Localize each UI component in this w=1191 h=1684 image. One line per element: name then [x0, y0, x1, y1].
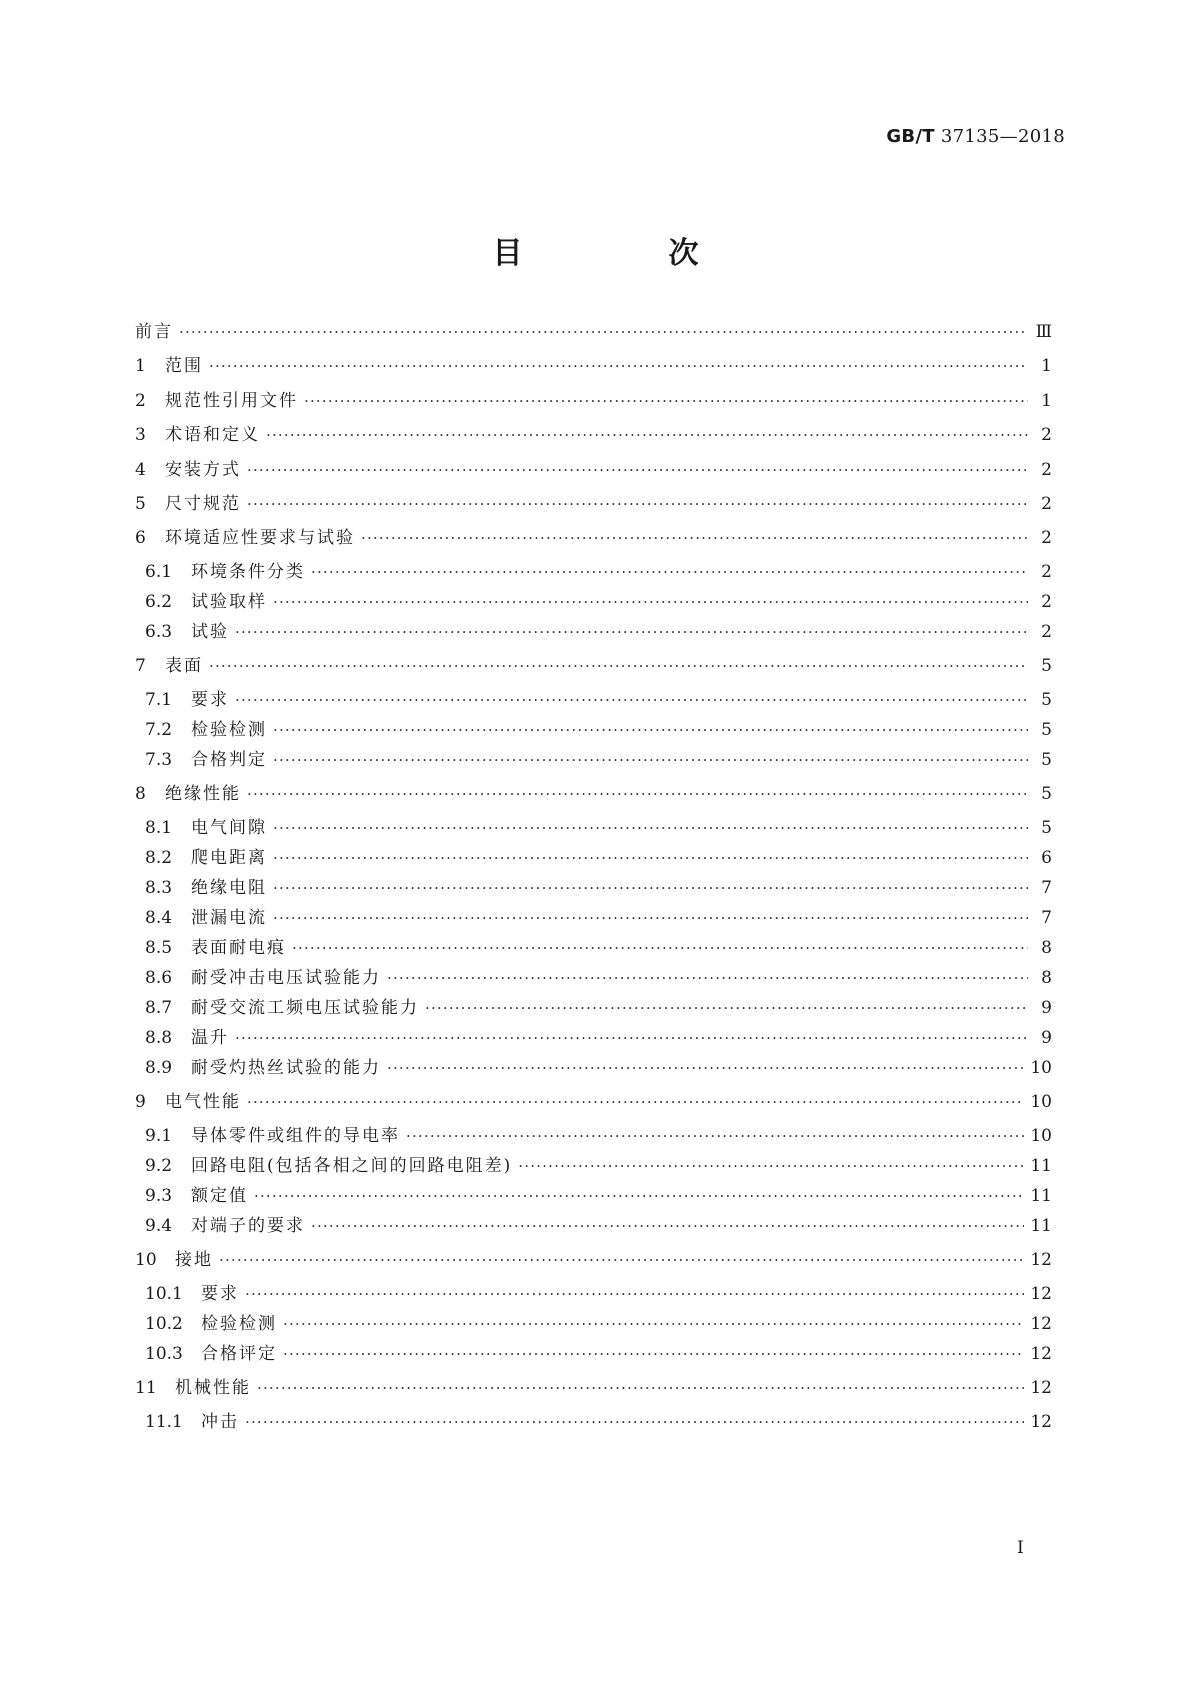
toc-entry-page: 12 — [1030, 1314, 1052, 1334]
toc-entry[interactable] — [135, 1091, 1052, 1113]
dot-leader — [292, 937, 1028, 959]
toc-entry[interactable] — [135, 1283, 1052, 1305]
dot-leader — [387, 1057, 1024, 1079]
toc-entry-number: 7 — [135, 656, 146, 676]
toc-entry[interactable] — [135, 689, 1052, 711]
toc-entry-number: 8.2 — [145, 848, 173, 868]
dot-leader — [311, 1215, 1024, 1237]
dot-leader — [273, 847, 1028, 869]
toc-entry-page: 12 — [1030, 1344, 1052, 1364]
toc-entry[interactable] — [135, 621, 1052, 643]
toc-entry-page: 2 — [1041, 562, 1052, 582]
toc-entry[interactable] — [135, 355, 1052, 377]
page-number: I — [1017, 1538, 1024, 1558]
toc-entry-label: 合格判定 — [191, 750, 267, 770]
toc-entry-number: 9.4 — [145, 1216, 173, 1236]
toc-entry[interactable] — [135, 493, 1052, 515]
dot-leader — [245, 1411, 1024, 1433]
toc-entry[interactable] — [135, 1377, 1052, 1399]
toc-entry-label: 电气间隙 — [191, 818, 267, 838]
toc-entry-number: 7.1 — [145, 690, 173, 710]
toc-entry-page: 2 — [1041, 425, 1052, 445]
toc-entry[interactable] — [135, 877, 1052, 899]
dot-leader — [247, 459, 1028, 481]
toc-entry[interactable] — [135, 1057, 1052, 1079]
toc-entry-page: 5 — [1041, 818, 1052, 838]
toc-entry-number: 5 — [135, 494, 146, 514]
toc-entry-page: 11 — [1030, 1186, 1052, 1206]
toc-entry-label: 绝缘性能 — [165, 784, 241, 804]
toc-entry-page: 8 — [1041, 938, 1052, 958]
toc-entry-label: 机械性能 — [175, 1378, 251, 1398]
toc-entry[interactable] — [135, 1125, 1052, 1147]
toc-entry-label: 合格评定 — [201, 1344, 277, 1364]
toc-entry-number: 11 — [135, 1378, 157, 1398]
toc-entry[interactable] — [135, 321, 1052, 343]
toc-entry-label: 温升 — [191, 1028, 229, 1048]
toc-entry[interactable] — [135, 847, 1052, 869]
toc-entry[interactable] — [135, 1411, 1052, 1433]
toc-entry-label: 环境适应性要求与试验 — [165, 528, 355, 548]
toc-entry-label: 要求 — [191, 690, 229, 710]
toc-entry-page: 5 — [1041, 656, 1052, 676]
toc-entry-label: 检验检测 — [191, 720, 267, 740]
toc-entry-page: 5 — [1041, 690, 1052, 710]
standard-prefix: GB/T — [886, 126, 935, 147]
toc-entry-page: 8 — [1041, 968, 1052, 988]
dot-leader — [304, 390, 1028, 412]
dot-leader — [247, 493, 1028, 515]
toc-entry-label: 安装方式 — [165, 460, 241, 480]
toc-entry-number: 6 — [135, 528, 146, 548]
dot-leader — [235, 689, 1028, 711]
toc-entry[interactable] — [135, 527, 1052, 549]
toc-entry-page: 12 — [1030, 1412, 1052, 1432]
dot-leader — [254, 1185, 1024, 1207]
toc-entry-number: 8.1 — [145, 818, 173, 838]
toc-entry[interactable] — [135, 1027, 1052, 1049]
toc-entry-number: 8.4 — [145, 908, 173, 928]
toc-entry-label: 绝缘电阻 — [191, 878, 267, 898]
toc-entry-number: 8.6 — [145, 968, 173, 988]
toc-entry[interactable] — [135, 749, 1052, 771]
toc-entry-page: 12 — [1030, 1378, 1052, 1398]
toc-entry-label: 要求 — [201, 1284, 239, 1304]
toc-entry-number: 10.3 — [145, 1344, 183, 1364]
toc-entry-label: 检验检测 — [201, 1314, 277, 1334]
toc-entry-number: 3 — [135, 425, 146, 445]
dot-leader — [311, 561, 1028, 583]
toc-entry[interactable] — [135, 719, 1052, 741]
dot-leader — [235, 621, 1028, 643]
toc-entry-label: 术语和定义 — [165, 425, 260, 445]
toc-entry-page: 9 — [1041, 1028, 1052, 1048]
toc-entry-page: 2 — [1041, 592, 1052, 612]
toc-entry-page: 2 — [1041, 622, 1052, 642]
toc-entry[interactable] — [135, 907, 1052, 929]
toc-entry-number: 8 — [135, 784, 146, 804]
toc-entry[interactable] — [135, 561, 1052, 583]
toc-entry[interactable] — [135, 783, 1052, 805]
dot-leader — [273, 877, 1028, 899]
toc-entry-label: 耐受灼热丝试验的能力 — [191, 1058, 381, 1078]
toc-entry-label: 范围 — [165, 356, 203, 376]
toc-entry-number: 10.1 — [145, 1284, 183, 1304]
toc-entry-label: 对端子的要求 — [191, 1216, 305, 1236]
toc-entry-label: 泄漏电流 — [191, 908, 267, 928]
toc-entry[interactable] — [135, 591, 1052, 613]
dot-leader — [518, 1155, 1024, 1177]
dot-leader — [245, 1283, 1024, 1305]
dot-leader — [235, 1027, 1028, 1049]
toc-entry-page: Ⅲ — [1035, 322, 1052, 342]
toc-entry[interactable] — [135, 424, 1052, 446]
toc-entry-page: 5 — [1041, 720, 1052, 740]
toc-entry-page: 2 — [1041, 460, 1052, 480]
dot-leader — [247, 783, 1028, 805]
toc-entry-page: 2 — [1041, 494, 1052, 514]
dot-leader — [257, 1377, 1024, 1399]
toc-entry-number: 8.5 — [145, 938, 173, 958]
toc-entry-number: 8.9 — [145, 1058, 173, 1078]
toc-entry-page: 1 — [1041, 356, 1052, 376]
toc-entry[interactable] — [135, 967, 1052, 989]
toc-entry-number: 2 — [135, 391, 146, 411]
toc-entry-label: 表面 — [165, 656, 203, 676]
toc-entry-number: 11.1 — [145, 1412, 183, 1432]
toc-entry-page: 5 — [1041, 750, 1052, 770]
toc-entry[interactable] — [135, 1215, 1052, 1237]
page-title: 目 次 — [492, 236, 757, 271]
toc-entry-page: 12 — [1030, 1250, 1052, 1270]
toc-entry-number: 1 — [135, 356, 146, 376]
toc-entry[interactable] — [135, 1343, 1052, 1365]
toc-entry[interactable] — [135, 1155, 1052, 1177]
toc-entry-number: 8.3 — [145, 878, 173, 898]
dot-leader — [283, 1313, 1024, 1335]
toc-entry-label: 接地 — [175, 1250, 213, 1270]
toc-entry[interactable] — [135, 1185, 1052, 1207]
toc-entry-label: 前言 — [135, 322, 173, 342]
dot-leader — [273, 907, 1028, 929]
toc-entry-number: 6.2 — [145, 592, 173, 612]
toc-entry[interactable] — [135, 655, 1052, 677]
toc-entry-page: 10 — [1030, 1126, 1052, 1146]
toc-entry-number: 7.3 — [145, 750, 173, 770]
dot-leader — [361, 527, 1028, 549]
toc-entry-page: 7 — [1041, 878, 1052, 898]
toc-entry-page: 5 — [1041, 784, 1052, 804]
toc-entry-number: 8.8 — [145, 1028, 173, 1048]
toc-entry-label: 电气性能 — [165, 1092, 241, 1112]
toc-entry-page: 9 — [1041, 998, 1052, 1018]
dot-leader — [406, 1125, 1024, 1147]
toc-entry-label: 规范性引用文件 — [165, 391, 298, 411]
toc-entry-number: 10.2 — [145, 1314, 183, 1334]
toc-entry-number: 4 — [135, 460, 146, 480]
toc-entry-page: 10 — [1030, 1092, 1052, 1112]
dot-leader — [209, 355, 1028, 377]
toc-entry-label: 冲击 — [201, 1412, 239, 1432]
toc-entry-number: 9.1 — [145, 1126, 173, 1146]
dot-leader — [283, 1343, 1024, 1365]
toc-entry-label: 环境条件分类 — [191, 562, 305, 582]
toc-entry[interactable] — [135, 1249, 1052, 1271]
toc-entry-label: 回路电阻(包括各相之间的回路电阻差) — [191, 1156, 513, 1176]
standard-code — [886, 126, 1065, 147]
toc-entry-number: 9.2 — [145, 1156, 173, 1176]
toc-entry-page: 6 — [1041, 848, 1052, 868]
toc-entry-page: 11 — [1030, 1156, 1052, 1176]
toc-entry-number: 7.2 — [145, 720, 173, 740]
dot-leader — [425, 997, 1028, 1019]
dot-leader — [273, 591, 1028, 613]
dot-leader — [273, 817, 1028, 839]
toc-entry-page: 12 — [1030, 1284, 1052, 1304]
toc-entry[interactable] — [135, 1313, 1052, 1335]
toc-entry-page: 2 — [1041, 528, 1052, 548]
toc-entry-label: 试验取样 — [191, 592, 267, 612]
toc-entry-label: 尺寸规范 — [165, 494, 241, 514]
toc-entry-page: 1 — [1041, 391, 1052, 411]
dot-leader — [266, 424, 1028, 446]
toc-entry-label: 额定值 — [191, 1186, 248, 1206]
toc-entry-page: 10 — [1030, 1058, 1052, 1078]
standard-number: 37135—2018 — [940, 126, 1065, 147]
dot-leader — [273, 719, 1028, 741]
toc-entry[interactable] — [135, 937, 1052, 959]
toc-entry[interactable] — [135, 997, 1052, 1019]
dot-leader — [209, 655, 1028, 677]
toc-entry-label: 耐受交流工频电压试验能力 — [191, 998, 419, 1018]
dot-leader — [387, 967, 1028, 989]
toc-entry-number: 9.3 — [145, 1186, 173, 1206]
dot-leader — [219, 1249, 1024, 1271]
toc-entry-number: 9 — [135, 1092, 146, 1112]
toc-entry-number: 8.7 — [145, 998, 173, 1018]
toc-entry-label: 爬电距离 — [191, 848, 267, 868]
toc-entry[interactable] — [135, 390, 1052, 412]
toc-entry-number: 10 — [135, 1250, 157, 1270]
toc-entry-number: 6.1 — [145, 562, 173, 582]
toc-entry[interactable] — [135, 817, 1052, 839]
toc-entry-number: 6.3 — [145, 622, 173, 642]
toc-entry-page: 11 — [1030, 1216, 1052, 1236]
dot-leader — [179, 321, 1028, 343]
toc-entry-label: 耐受冲击电压试验能力 — [191, 968, 381, 988]
dot-leader — [247, 1091, 1024, 1113]
toc-entry-label: 导体零件或组件的导电率 — [191, 1126, 400, 1146]
toc-entry[interactable] — [135, 459, 1052, 481]
toc-entry-label: 试验 — [191, 622, 229, 642]
toc-entry-label: 表面耐电痕 — [191, 938, 286, 958]
dot-leader — [273, 749, 1028, 771]
toc-entry-page: 7 — [1041, 908, 1052, 928]
